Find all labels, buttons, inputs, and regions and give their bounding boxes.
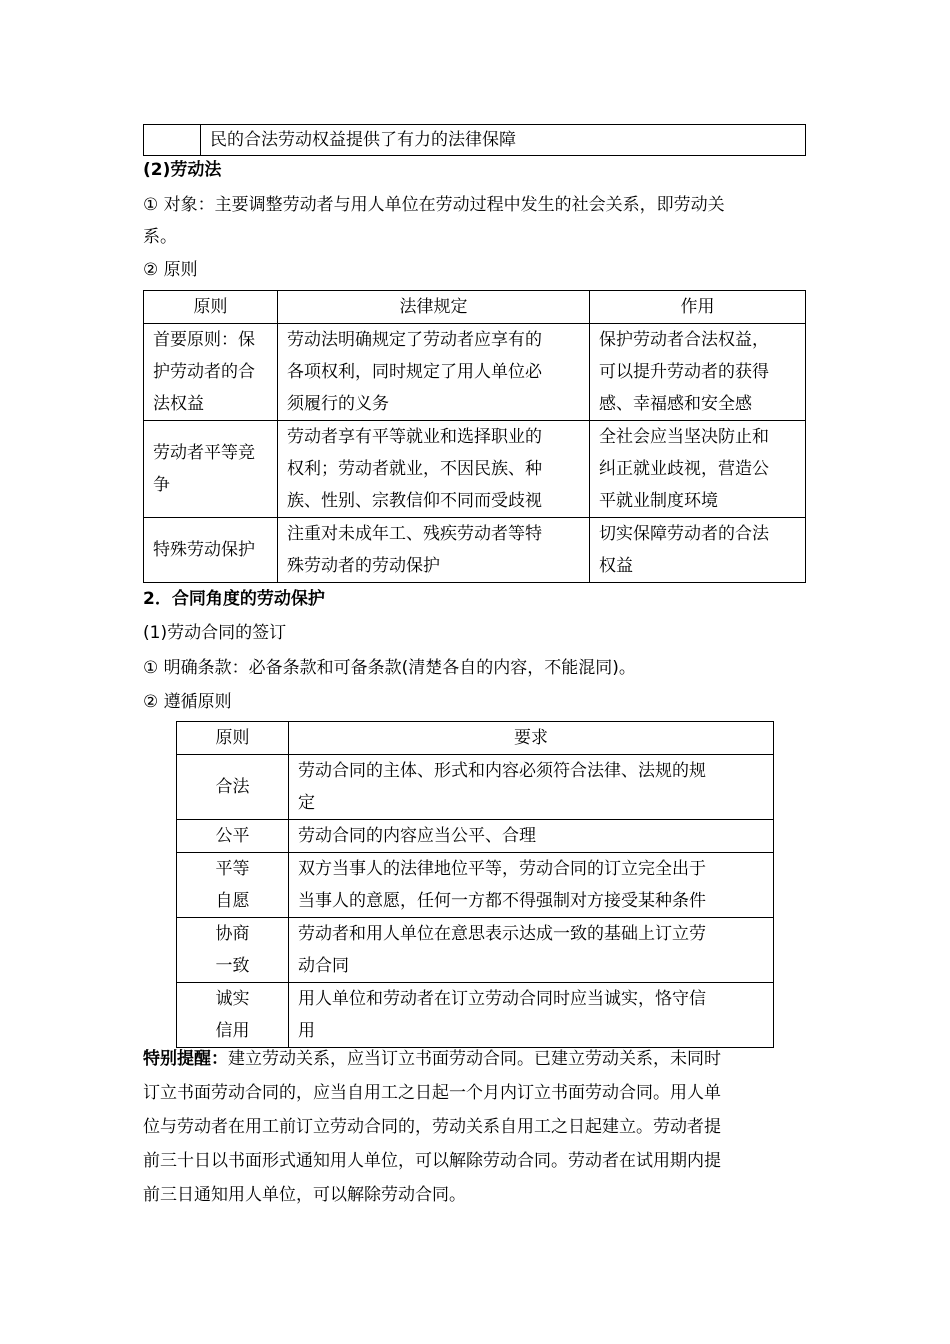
cell-requirement <box>289 983 774 1048</box>
cell-line: 劳动者和用人单位在意思表示达成一致的基础上订立劳 <box>298 924 706 944</box>
cell-line: 劳动者平等竞 <box>153 443 255 463</box>
cell-line: 注重对未成年工、残疾劳动者等特 <box>287 524 542 544</box>
object-line-2: 系。 <box>143 227 177 247</box>
section-heading-labor-law: (2)劳动法 <box>143 160 222 180</box>
reminder-text: 建立劳动关系，应当订立书面劳动合同。已建立劳动关系，未同时 <box>228 1049 721 1069</box>
principle-heading: ② 原则 <box>143 260 198 280</box>
table-row <box>177 983 774 1048</box>
cell-line: 殊劳动者的劳动保护 <box>287 556 440 576</box>
cell-line: 各项权利，同时规定了用人单位必 <box>287 362 542 382</box>
top-table <box>143 124 806 156</box>
cell-line: 感、幸福感和安全感 <box>599 394 752 414</box>
table-cell: 民的合法劳动权益提供了有力的法律保障 <box>201 125 806 156</box>
cell-line: 特殊劳动保护 <box>153 540 255 560</box>
table-header-row <box>177 722 774 755</box>
header-principle: 原则 <box>144 291 278 324</box>
clause-line: ① 明确条款：必备条款和可备条款(清楚各自的内容，不能混同)。 <box>143 658 636 678</box>
reminder-line-3: 位与劳动者在用工前订立劳动合同的，劳动关系自用工之日起建立。劳动者提 <box>143 1117 721 1137</box>
table-row <box>177 755 774 820</box>
cell-principle <box>144 421 278 518</box>
table-row <box>177 853 774 918</box>
section-heading-contract: 2．合同角度的劳动保护 <box>143 589 325 609</box>
cell-principle <box>177 983 289 1048</box>
cell-principle <box>177 853 289 918</box>
cell-line: 权益 <box>599 556 633 576</box>
table-row <box>144 518 806 583</box>
cell-line: 保护劳动者合法权益， <box>599 330 769 350</box>
cell-line: 全社会应当坚决防止和 <box>599 427 769 447</box>
cell-line: 信用 <box>215 1021 250 1041</box>
cell-principle <box>144 518 278 583</box>
sub-heading-contract-signing: (1)劳动合同的签订 <box>143 623 287 643</box>
cell-line: 护劳动者的合 <box>153 362 255 382</box>
cell-line: 劳动合同的内容应当公平、合理 <box>298 826 536 846</box>
table-header-row <box>144 291 806 324</box>
header-law: 法律规定 <box>278 291 590 324</box>
cell-law <box>278 324 590 421</box>
cell-effect <box>590 518 806 583</box>
cell-line: 切实保障劳动者的合法 <box>599 524 769 544</box>
cell-line: 须履行的义务 <box>287 394 389 414</box>
cell-line: 双方当事人的法律地位平等，劳动合同的订立完全出于 <box>298 859 706 879</box>
header-effect: 作用 <box>590 291 806 324</box>
cell-line: 平等 <box>215 859 250 879</box>
cell-effect <box>590 421 806 518</box>
cell-law <box>278 518 590 583</box>
cell-law <box>278 421 590 518</box>
special-reminder <box>143 1042 806 1212</box>
header-requirement: 要求 <box>289 722 774 755</box>
object-line-1: ① 对象：主要调整劳动者与用人单位在劳动过程中发生的社会关系，即劳动关 <box>143 195 725 215</box>
cell-line: 争 <box>153 475 170 495</box>
cell-line: 合法 <box>215 777 250 797</box>
cell-line: 劳动合同的主体、形式和内容必须符合法律、法规的规 <box>298 761 706 781</box>
table-row <box>177 918 774 983</box>
reminder-line-4: 前三十日以书面形式通知用人单位，可以解除劳动合同。劳动者在试用期内提 <box>143 1151 721 1171</box>
cell-requirement <box>289 820 774 853</box>
header-principle: 原则 <box>177 722 289 755</box>
reminder-line-2: 订立书面劳动合同的，应当自用工之日起一个月内订立书面劳动合同。用人单 <box>143 1083 721 1103</box>
cell-requirement <box>289 918 774 983</box>
cell-line: 平就业制度环境 <box>599 491 718 511</box>
cell-line: 用人单位和劳动者在订立劳动合同时应当诚实，恪守信 <box>298 989 706 1009</box>
cell-principle <box>177 918 289 983</box>
cell-line: 一致 <box>215 956 250 976</box>
follow-principle-heading: ② 遵循原则 <box>143 692 232 712</box>
cell-principle <box>177 820 289 853</box>
cell-line: 当事人的意愿，任何一方都不得强制对方接受某种条件 <box>298 891 706 911</box>
cell-line: 劳动法明确规定了劳动者应享有的 <box>287 330 542 350</box>
table-row <box>144 125 806 156</box>
contract-table <box>176 721 774 1048</box>
cell-line: 权利；劳动者就业，不因民族、种 <box>287 459 542 479</box>
cell-line: 自愿 <box>215 891 250 911</box>
cell-requirement <box>289 755 774 820</box>
reminder-label: 特别提醒： <box>143 1049 228 1069</box>
cell-principle <box>177 755 289 820</box>
labor-law-table <box>143 290 806 583</box>
cell-line: 可以提升劳动者的获得 <box>599 362 769 382</box>
table-row <box>177 820 774 853</box>
table-row <box>144 324 806 421</box>
cell-requirement <box>289 853 774 918</box>
cell-line: 劳动者享有平等就业和选择职业的 <box>287 427 542 447</box>
cell-line: 纠正就业歧视，营造公 <box>599 459 769 479</box>
table-cell-empty <box>144 125 201 156</box>
cell-line: 族、性别、宗教信仰不同而受歧视 <box>287 491 542 511</box>
cell-line: 动合同 <box>298 956 349 976</box>
table-row <box>144 421 806 518</box>
cell-line: 首要原则：保 <box>153 330 255 350</box>
reminder-line-5: 前三日通知用人单位，可以解除劳动合同。 <box>143 1185 466 1205</box>
cell-principle <box>144 324 278 421</box>
cell-line: 诚实 <box>215 989 250 1009</box>
cell-line: 定 <box>298 793 315 813</box>
cell-effect <box>590 324 806 421</box>
cell-line: 协商 <box>215 924 250 944</box>
cell-line: 法权益 <box>153 394 204 414</box>
reminder-line-1 <box>143 1042 806 1076</box>
cell-line: 公平 <box>215 826 250 846</box>
cell-line: 用 <box>298 1021 315 1041</box>
